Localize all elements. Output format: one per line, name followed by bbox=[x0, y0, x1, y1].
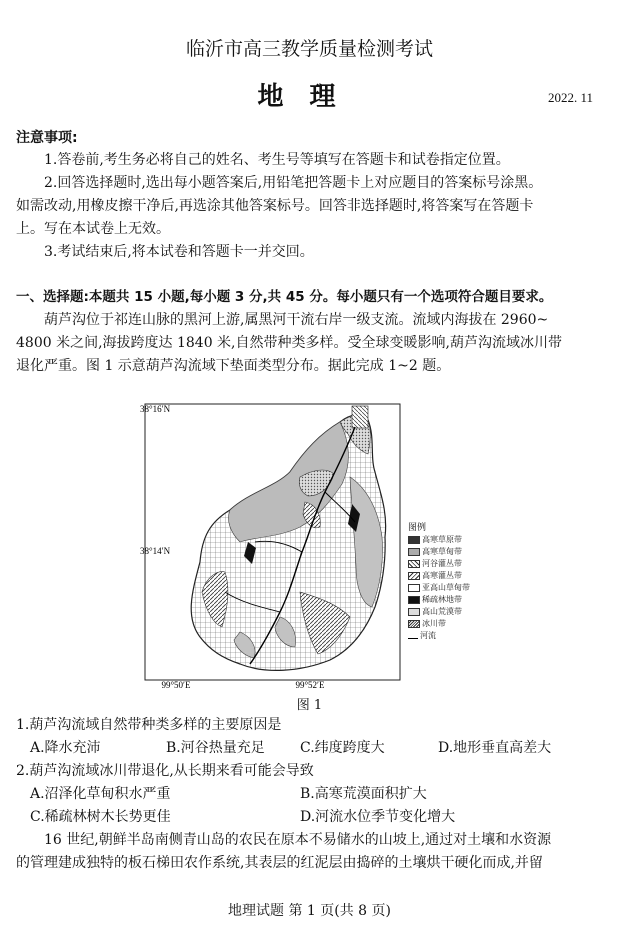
swatch-3 bbox=[408, 560, 420, 568]
lat-mid-label: 38°14′N bbox=[140, 546, 171, 556]
q2-option-b: B.高寒荒漠面积扩大 bbox=[300, 786, 427, 802]
river-line-icon bbox=[408, 632, 418, 639]
section-heading: 一、选择题:本题共 15 小题,每小题 3 分,共 45 分。每小题只有一个选项符合题目要求。 bbox=[16, 289, 553, 305]
notice-item-1: 1.答卷前,考生务必将自己的姓名、考生号等填写在答题卡和试卷指定位置。 bbox=[44, 152, 510, 168]
q1-option-d: D.地形垂直高差大 bbox=[438, 740, 552, 756]
figure-1 bbox=[130, 392, 490, 692]
passage2-line-2: 的管理建成独特的板石梯田农作系统,其表层的红泥层由捣碎的土壤烘干硬化而成,并留 bbox=[16, 855, 543, 871]
passage-line-2: 4800 米之间,海拔跨度达 1840 米,自然带种类多样。受全球变暖影响,葫芦沟流域冰川带 bbox=[16, 335, 562, 351]
swatch-4 bbox=[408, 572, 420, 580]
swatch-2 bbox=[408, 548, 420, 556]
legend-item-1: 高寒草原带 bbox=[408, 534, 462, 545]
notice-item-2-line-3: 上。写在本试卷上无效。 bbox=[16, 221, 170, 237]
lat-top-label: 38°16′N bbox=[140, 404, 171, 414]
swatch-6 bbox=[408, 596, 420, 604]
q2-stem: 2.葫芦沟流域冰川带退化,从长期来看可能会导致 bbox=[16, 763, 314, 779]
lon-right-label: 99°52′E bbox=[295, 680, 325, 690]
passage-line-1: 葫芦沟位于祁连山脉的黑河上游,属黑河干流右岸一级支流。流域内海拔在 2960~ bbox=[44, 312, 549, 328]
q2-option-c: C.稀疏林树木长势更佳 bbox=[30, 809, 171, 825]
glacier-zone bbox=[352, 406, 368, 428]
legend-item-6: 稀疏林地带 bbox=[408, 594, 462, 605]
notice-item-2-line-1: 2.回答选择题时,选出每小题答案后,用铅笔把答题卡上对应题目的答案标号涂黑。 bbox=[44, 175, 543, 191]
q1-option-c: C.纬度跨度大 bbox=[300, 740, 385, 756]
legend-item-2: 高寒草甸带 bbox=[408, 546, 462, 557]
exam-date: 2022. 11 bbox=[548, 90, 594, 105]
swatch-8 bbox=[408, 620, 420, 628]
map-legend bbox=[408, 520, 488, 670]
swatch-1 bbox=[408, 536, 420, 544]
legend-title: 图例 bbox=[408, 523, 427, 533]
notice-heading: 注意事项: bbox=[16, 130, 78, 146]
q1-option-a: A.降水充沛 bbox=[30, 740, 101, 756]
q1-stem: 1.葫芦沟流域自然带种类多样的主要原因是 bbox=[16, 717, 282, 733]
notice-item-3: 3.考试结束后,将本试卷和答题卡一并交回。 bbox=[44, 244, 314, 260]
legend-item-9: 河流 bbox=[408, 630, 436, 641]
swatch-7 bbox=[408, 608, 420, 616]
figure-caption: 图 1 bbox=[296, 698, 323, 713]
q2-option-d: D.河流水位季节变化增大 bbox=[300, 809, 456, 825]
q1-option-b: B.河谷热量充足 bbox=[166, 740, 265, 756]
legend-item-4: 高寒灌丛带 bbox=[408, 570, 462, 581]
page-footer: 地理试题 第 1 页(共 8 页) bbox=[228, 903, 391, 919]
q2-option-a: A.沼泽化草甸积水严重 bbox=[30, 786, 171, 802]
lon-left-label: 99°50′E bbox=[161, 680, 191, 690]
exam-title: 临沂市高三教学质量检测考试 bbox=[185, 38, 433, 60]
swatch-5 bbox=[408, 584, 420, 592]
subject-title: 地理 bbox=[257, 82, 362, 112]
passage2-line-1: 16 世纪,朝鲜半岛南侧青山岛的农民在原本不易储水的山坡上,通过对土壤和水资源 bbox=[44, 832, 552, 848]
passage-line-3: 退化严重。图 1 示意葫芦沟流域下垫面类型分布。据此完成 1~2 题。 bbox=[16, 358, 451, 374]
notice-item-2-line-2: 如需改动,用橡皮擦干净后,再选涂其他答案标号。回答非选择题时,将答案写在答题卡 bbox=[16, 198, 534, 214]
legend-item-3: 河谷灌丛带 bbox=[408, 558, 462, 569]
legend-item-8: 冰川带 bbox=[408, 618, 446, 629]
legend-item-7: 高山荒漠带 bbox=[408, 606, 462, 617]
legend-item-5: 亚高山草甸带 bbox=[408, 582, 470, 593]
